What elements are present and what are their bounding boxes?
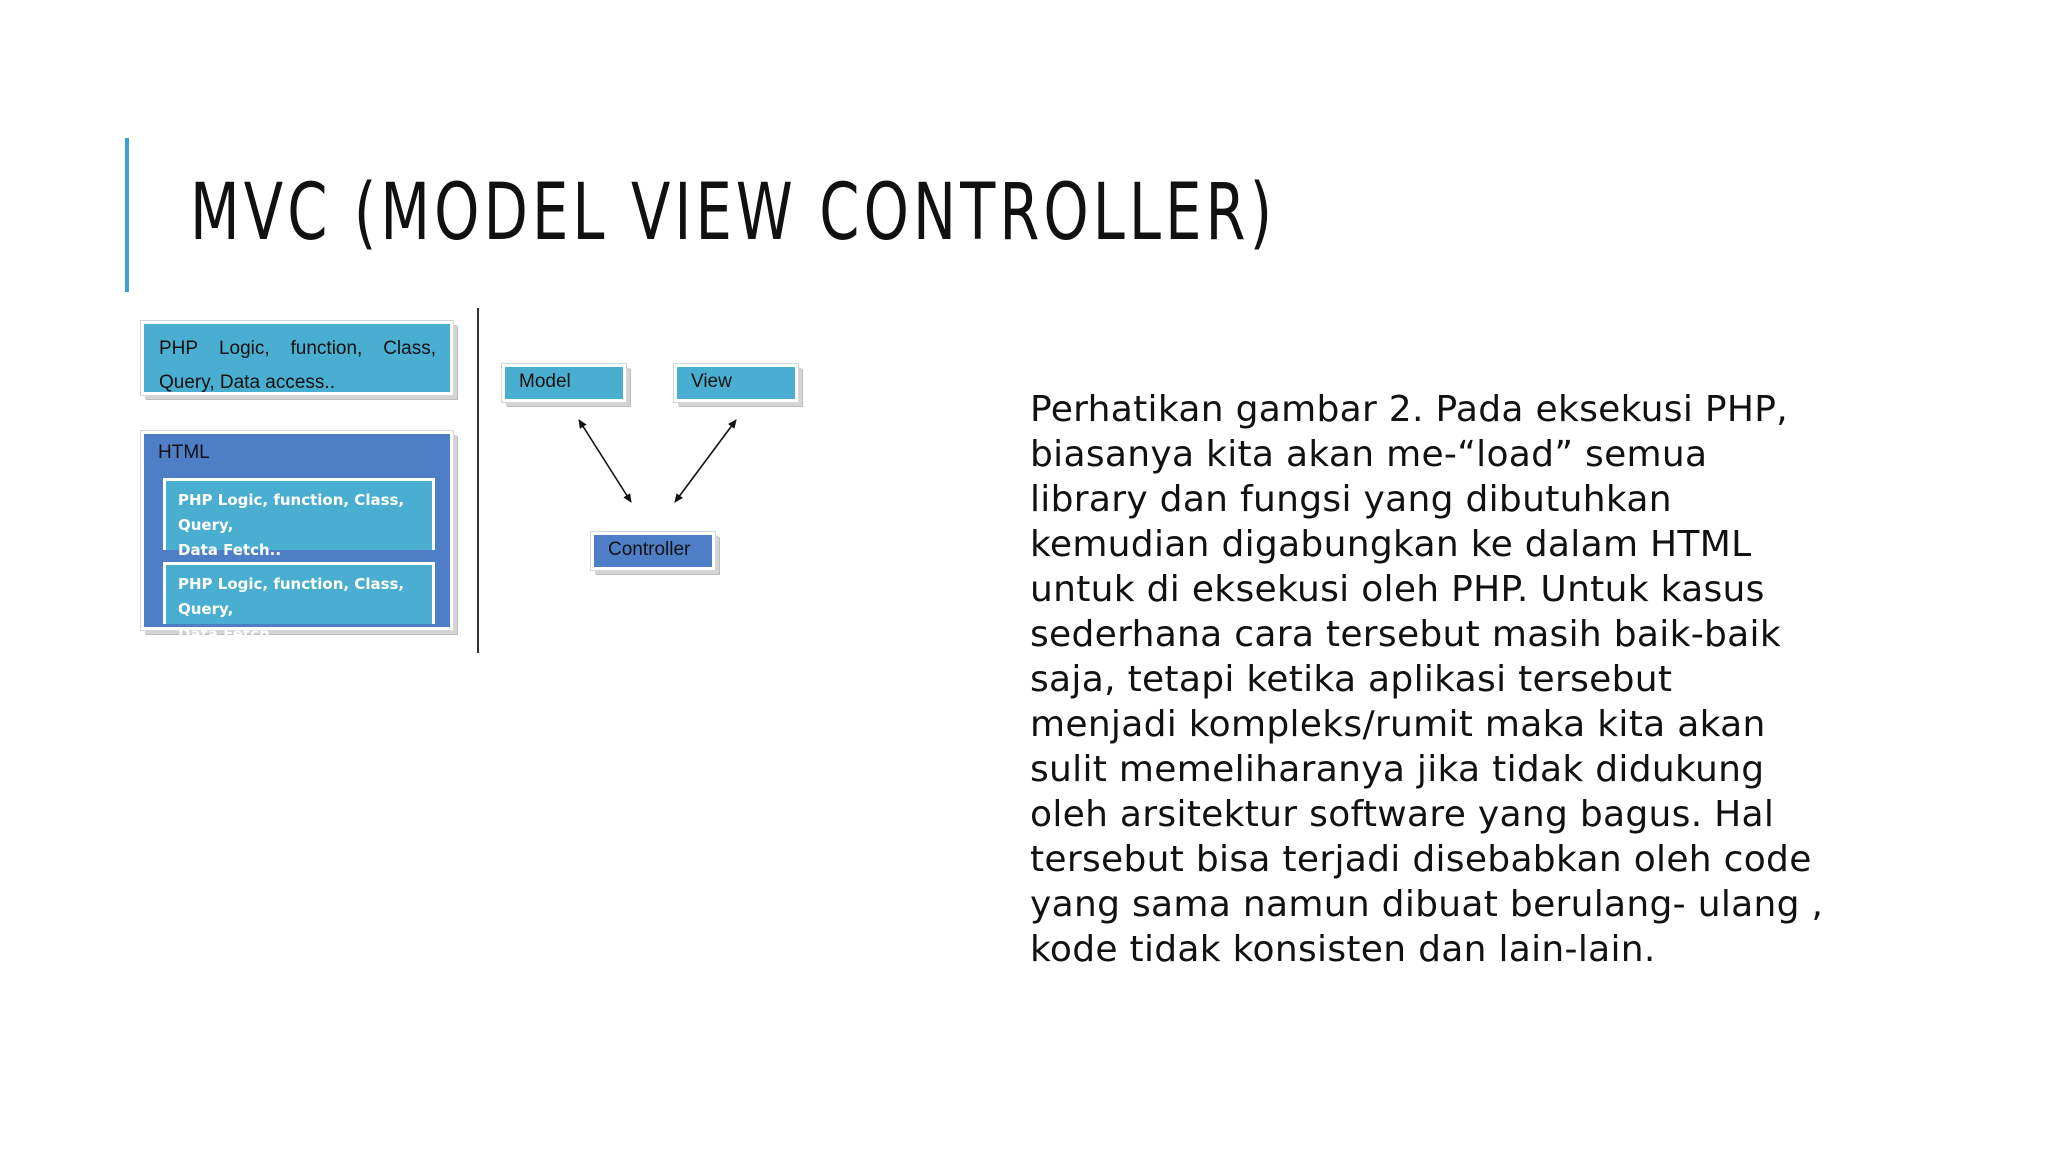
inner2-line2: Data Fetch..: [178, 625, 282, 643]
inner2-line1: PHP Logic, function, Class, Query,: [178, 575, 405, 618]
view-box: View: [674, 364, 798, 402]
view-controller-arrow: [675, 420, 736, 502]
php-word-1: PHP: [159, 338, 199, 359]
controller-box: Controller: [591, 532, 715, 570]
php-word-2: Logic,: [218, 338, 270, 359]
slide-title: MVC (MODEL VIEW CONTROLLER): [190, 168, 1277, 258]
model-controller-arrow: [579, 420, 631, 502]
body-paragraph: Perhatikan gambar 2. Pada eksekusi PHP, biasanya kita akan me-“load” semua library dan fungsi yang dibutuhkan kemudian digabungkan ke dalam HTML untuk di eksekusi oleh PHP. Untuk kasus sederhana cara tersebut masih baik-baik saja, tetapi ketika aplikasi tersebut menjadi kompleks/rumit maka kita akan sulit memeliharanya jika tidak didukung oleh arsitektur software yang bagus. Hal tersebut bisa terjadi disebabkan oleh code yang sama namun dibuat berulang- ulang , kode tidak konsisten dan lain-lain.: [1030, 389, 1824, 970]
php-word-3: function,: [290, 338, 363, 359]
model-box: Model: [502, 364, 626, 402]
php-word-4: Class,: [383, 338, 436, 359]
html-box-label: HTML: [158, 442, 210, 463]
inner1-line2: Data Fetch..: [178, 541, 282, 559]
php-logic-box-line2: Query, Data access..: [159, 372, 335, 393]
inner1-line1: PHP Logic, function, Class, Query,: [178, 491, 405, 534]
